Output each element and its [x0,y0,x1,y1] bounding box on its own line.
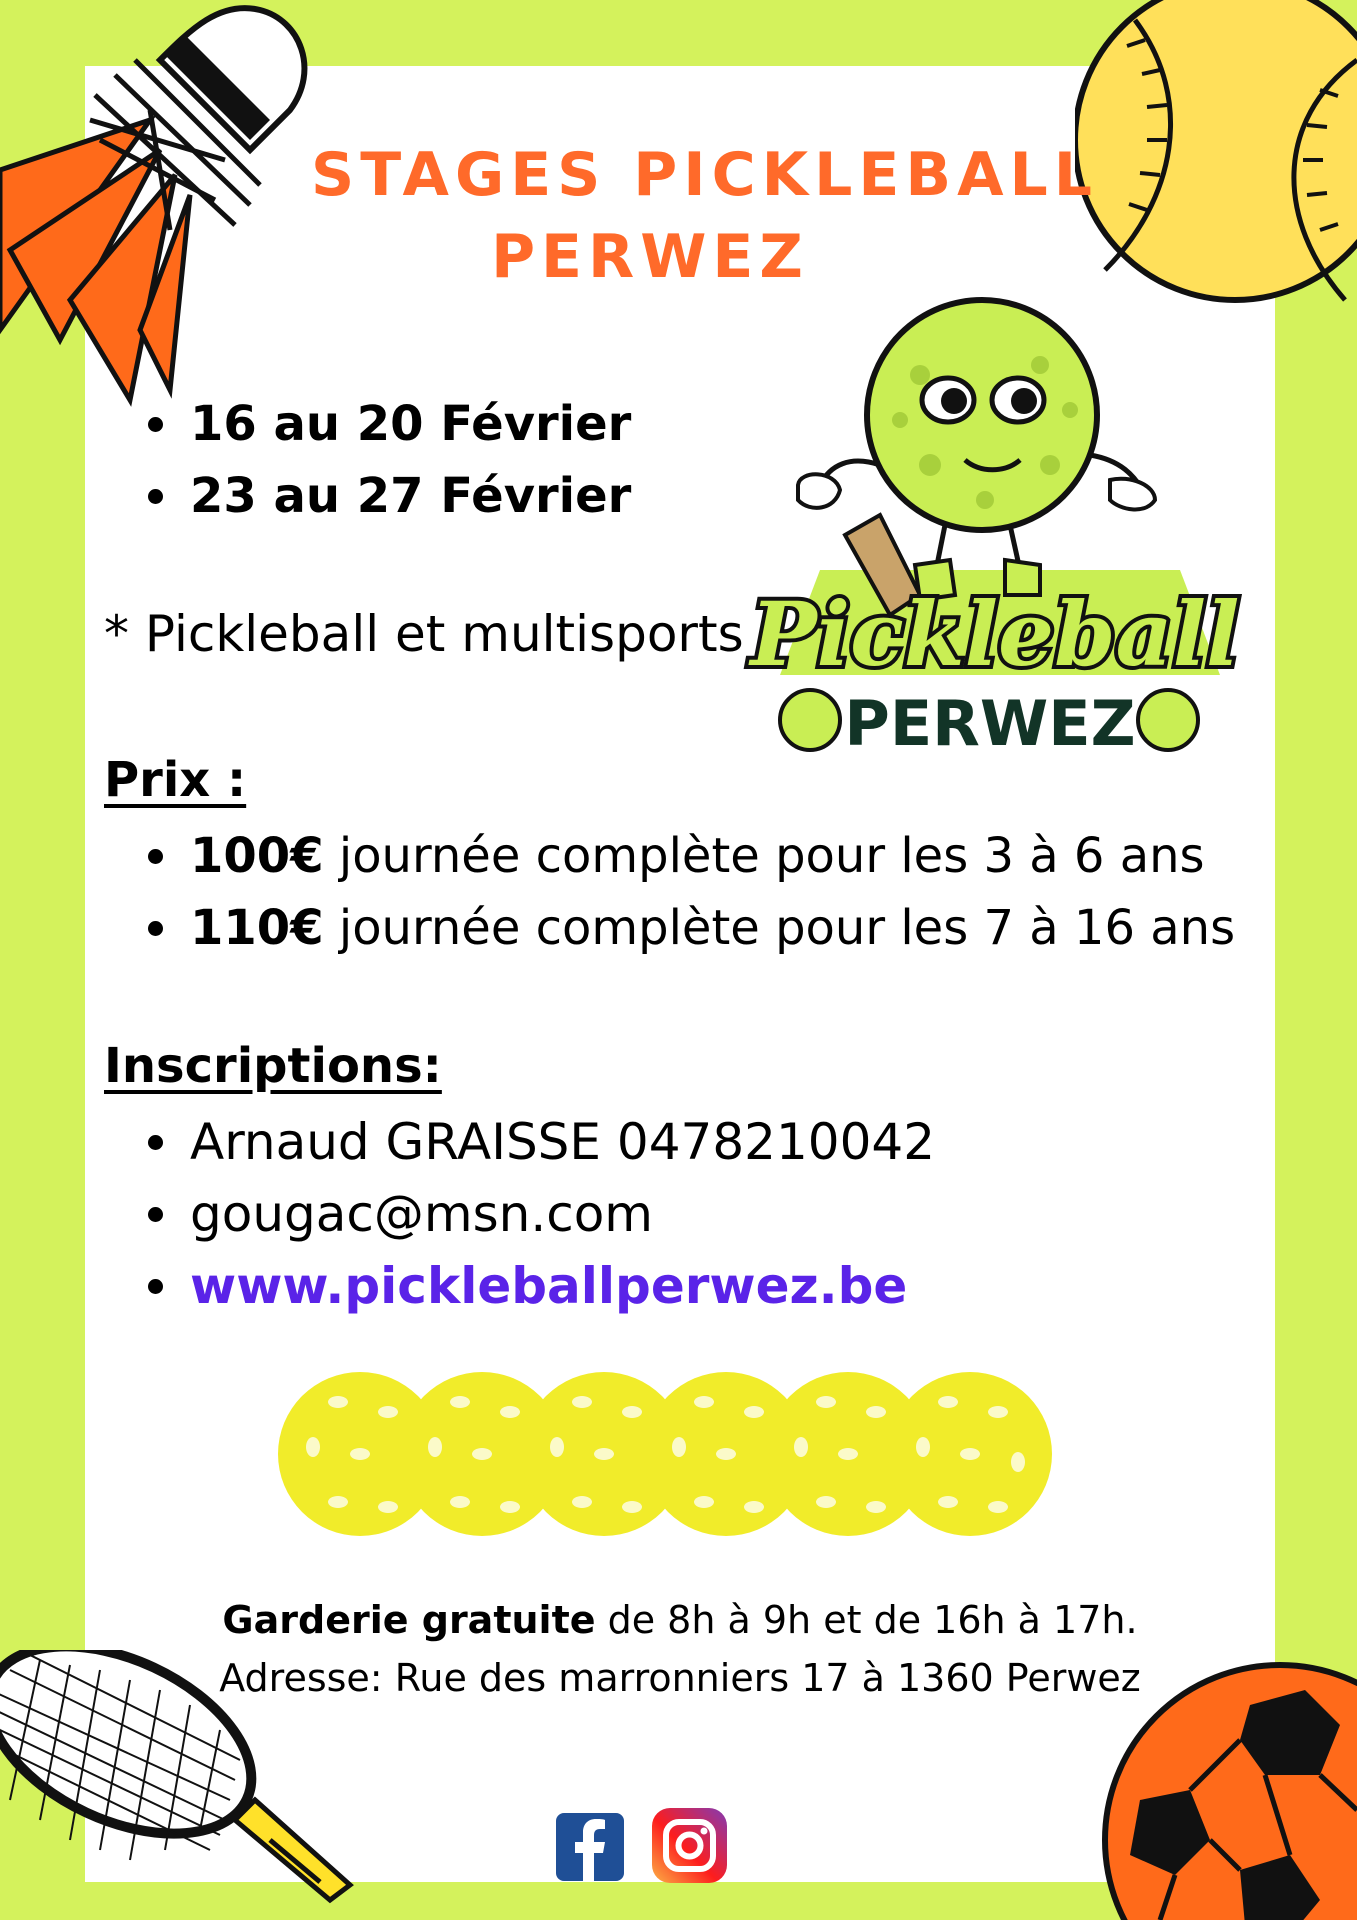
pricing-list [104,820,1235,964]
contact-email[interactable]: gougac@msn.com [104,1178,935,1250]
title-line-1: STAGES PICKLEBALL [311,140,1098,210]
price-amount: 110€ [190,900,324,956]
website-link[interactable]: www.pickleballperwez.be [104,1250,935,1322]
pricing-heading: Prix : [104,752,247,808]
price-item [104,892,1235,964]
contact-person: Arnaud GRAISSE 0478210042 [104,1106,935,1178]
registration-heading: Inscriptions: [104,1038,442,1094]
facebook-icon[interactable] [556,1813,624,1881]
title-line-2: PERWEZ [491,222,809,292]
activities-note: * Pickleball et multisports [104,605,744,663]
address: Adresse: Rue des marronniers 17 à 1360 Perwez [219,1656,1141,1700]
price-item [104,820,1235,892]
date-item: 16 au 20 Février [104,388,631,460]
pickleball-perwez-logo [740,295,1260,760]
price-description: journée complète pour les 3 à 6 ans [323,828,1205,884]
price-amount: 100€ [190,828,324,884]
date-item: 23 au 27 Février [104,460,631,532]
daycare-info [150,1598,1210,1642]
dates-list [104,388,631,532]
instagram-icon[interactable] [652,1808,727,1883]
price-description: journée complète pour les 7 à 16 ans [323,900,1236,956]
logo-word-2: PERWEZ [844,687,1136,760]
logo-word-1: Pickleball [750,582,1240,686]
pickleballs-row [278,1372,1053,1537]
registration-list [104,1106,935,1322]
daycare-hours: de 8h à 9h et de 16h à 17h. [595,1598,1138,1642]
daycare-bold: Garderie gratuite [222,1598,596,1642]
